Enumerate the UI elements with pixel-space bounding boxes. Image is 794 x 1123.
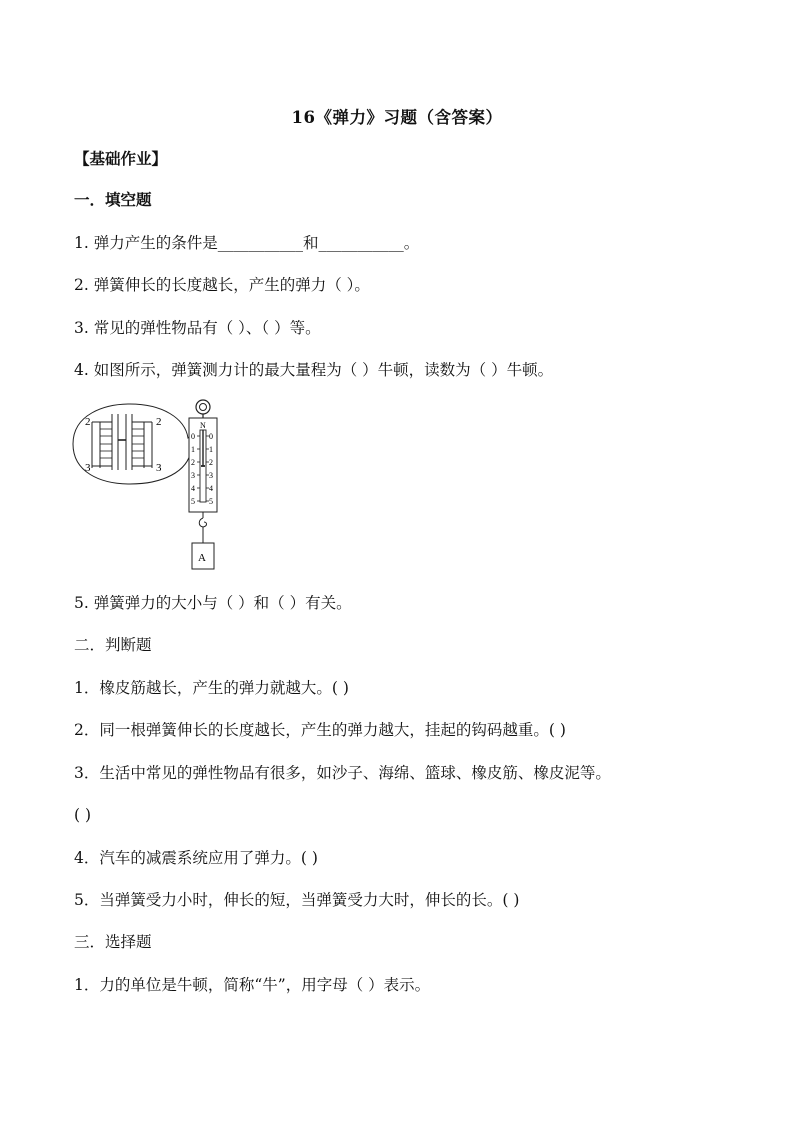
scale-number-left: 4 [191, 484, 195, 493]
scale-number-right: 5 [209, 497, 213, 506]
zoom-number-3-left: 3 [85, 462, 91, 474]
zoom-number-3-right: 3 [156, 462, 162, 474]
fill-in-heading: 一．填空题 [74, 190, 152, 209]
true-false-heading: 二．判断题 [74, 636, 152, 654]
fill-in-question-3: 3. 常见的弹性物品有（ ）、（ ）等。 [74, 319, 321, 337]
true-false-question-3: 3．生活中常见的弹性物品有很多，如沙子、海绵、篮球、橡皮筋、橡皮泥等。 [74, 764, 611, 782]
multiple-choice-heading: 三．选择题 [74, 933, 152, 951]
scale-number-right: 3 [209, 471, 213, 480]
zoom-bubble [73, 404, 198, 484]
true-false-question-5: 5．当弹簧受力小时，伸长的短，当弹簧受力大时，伸长的长。( ) [74, 891, 520, 909]
scale-number-left: 3 [191, 471, 195, 480]
multiple-choice-question-1: 1．力的单位是牛顿，简称“牛”，用字母（ ）表示。 [74, 976, 431, 994]
true-false-question-4: 4．汽车的减震系统应用了弹力。( ) [74, 849, 318, 867]
scale-number-right: 1 [209, 445, 213, 454]
spring-scale-figure [70, 396, 240, 574]
scale-number-left: 1 [191, 445, 195, 454]
scale-number-left: 2 [191, 458, 195, 467]
scale-number-right: 4 [209, 484, 213, 493]
zoom-number-2-right: 2 [156, 416, 162, 428]
scale-number-right: 0 [209, 432, 213, 441]
page-title: 16《弹力》习题（含答案） [291, 108, 503, 127]
weight-label: A [198, 552, 206, 564]
fill-in-question-2: 2. 弹簧伸长的长度越长，产生的弹力（ ）。 [74, 276, 370, 294]
scale-number-left: 0 [191, 432, 195, 441]
true-false-question-2: 2．同一根弹簧伸长的长度越长，产生的弹力越大，挂起的钩码越重。( ) [74, 721, 566, 739]
scale-number-right: 2 [209, 458, 213, 467]
section-label: 【基础作业】 [74, 149, 168, 168]
fill-in-question-4: 4. 如图所示，弹簧测力计的最大量程为（ ）牛顿，读数为（ ）牛顿。 [74, 361, 554, 379]
fill-in-question-5: 5. 弹簧弹力的大小与（ ）和（ ）有关。 [74, 594, 352, 612]
fill-in-question-1: 1. 弹力产生的条件是___________和___________。 [74, 234, 420, 252]
true-false-question-3-answer: ( ) [74, 806, 92, 824]
scale-number-left: 5 [191, 497, 195, 506]
zoom-number-2-left: 2 [85, 416, 91, 428]
spring-scale [189, 400, 217, 569]
scale-unit-label: N [200, 421, 206, 430]
true-false-question-1: 1．橡皮筋越长，产生的弹力就越大。( ) [74, 679, 349, 697]
